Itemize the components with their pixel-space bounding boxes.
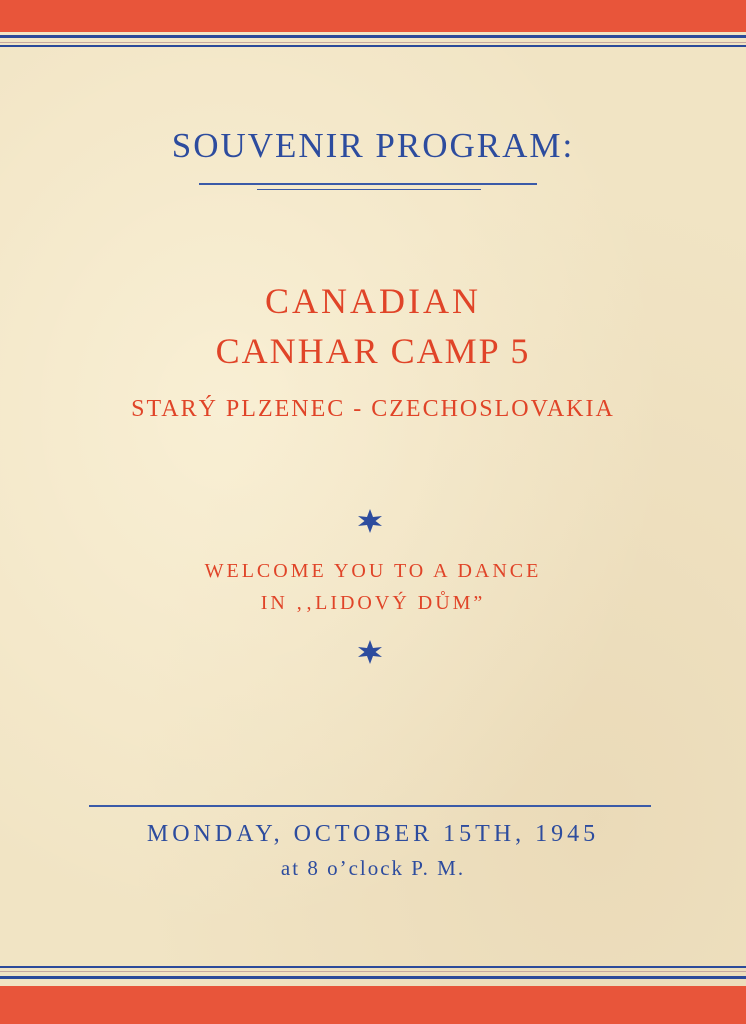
invitation-line-2: IN ‚‚LIDOVÝ DŮM” <box>260 592 486 614</box>
location-line: STARÝ PLZENEC - CZECHOSLOVAKIA <box>131 396 615 422</box>
top-rule-inner <box>0 45 746 47</box>
bottom-rule-thin <box>0 971 746 972</box>
top-rule-thin <box>0 42 746 43</box>
host-line-1: CANADIAN <box>265 281 481 321</box>
event-date: MONDAY, OCTOBER 15TH, 1945 <box>146 821 600 847</box>
top-rule <box>0 35 746 38</box>
star-icon <box>357 639 383 665</box>
host-line-2: CANHAR CAMP 5 <box>215 331 531 371</box>
bottom-rule <box>0 976 746 979</box>
bottom-red-band <box>0 986 746 1024</box>
heading-underline-short <box>257 189 481 190</box>
bottom-rule-inner <box>0 966 746 968</box>
heading-underline <box>199 183 537 185</box>
star-icon <box>357 508 383 534</box>
event-time: at 8 o’clock P. M. <box>280 856 466 880</box>
invitation-line-1: WELCOME YOU TO A DANCE <box>204 560 542 582</box>
date-divider <box>89 805 651 807</box>
top-red-band <box>0 0 746 32</box>
program-heading: SOUVENIR PROGRAM: <box>171 126 575 165</box>
